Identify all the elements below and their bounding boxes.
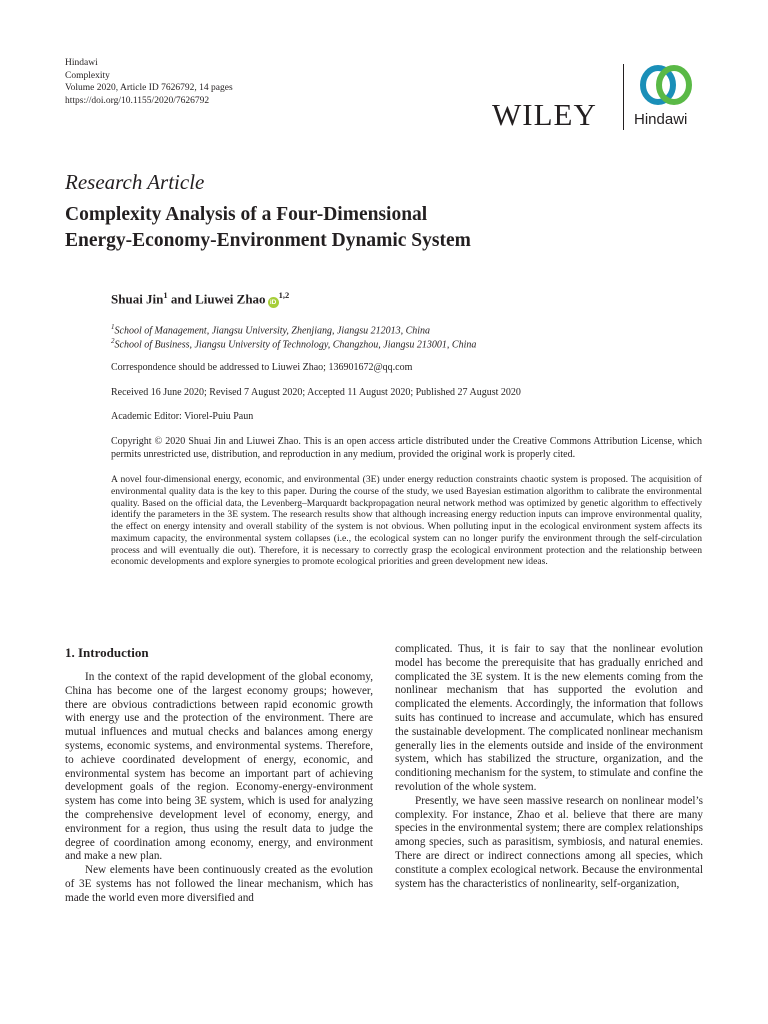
affiliation-mark: 2 [111,337,115,345]
affiliation-mark: 1 [111,323,115,331]
copyright-notice: Copyright © 2020 Shuai Jin and Liuwei Zhao. This is an open access article distributed under the Creative Commons Attribution License, which permits unrestricted use, distribution, and reproduction in any medium, provided the original work is properly cited. [111,436,702,460]
affiliation-1 [111,323,430,336]
publisher-name: Hindawi [65,58,98,68]
author-name: Liuwei Zhao [195,291,266,307]
publication-dates: Received 16 June 2020; Revised 7 August 2020; Accepted 11 August 2020; Published 27 August 2020 [111,387,521,398]
hindawi-logo-icon [636,64,696,106]
logo-divider [623,64,624,130]
abstract: A novel four-dimensional energy, economic, and environmental (3E) under energy reduction constraints chaotic system is proposed. The acquisition of environmental quality data is the key to this paper. During the course of the study, we used Bayesian estimation algorithm to calibrate the environmental quality. Based on the official data, the Levenberg–Marquardt backpropagation neural network method was optimized by genetic algorithm to effectively identify the parameters in the 3E system. The research results show that although increasing energy reduction inputs can improve environmental quality, the effect on energy intensity and overall stability of the system is not obvious. When polluting input in the ecological environment system affects its maximum capacity, the environmental system collapses (i.e., the ecological system can no longer purify the environment through the self-circulation process and will eventually die out). Therefore, it is necessary to correctly grasp the ecological environment protection and the relationship between economic developments and explore synergies to promote ecological priorities and green development new ideas. [111,474,702,568]
academic-editor: Academic Editor: Viorel-Puiu Paun [111,411,254,422]
correspondence: Correspondence should be addressed to Liuwei Zhao; 136901672@qq.com [111,362,413,373]
section-heading-introduction: 1. Introduction [65,645,149,660]
paragraph: complicated. Thus, it is fair to say that the nonlinear evolution model has become the prerequisite that has gradually enriched and complicated the 3E system. It is the new elements coming from the nonlinear mechanism that has supported the evolution and complicated the elements. Accordingly, the information that follows suits has continued to increase and accumulate, which has ensured the sustainable development. The complicated nonlinear mechanism generally lies in the elements outside and inside of the environment system, which has stabilized the structure, organization, and the conditioning mechanism for the system, to stimulate and confine the revolution of the whole system. [395,643,703,793]
title-line-1: Complexity Analysis of a Four-Dimensional [65,204,428,225]
paragraph: Presently, we have seen massive research on nonlinear model’s complexity. For instance, Zhao et al. believe that there are many species in the environmental system; there are complex relationships among species, such as parasitism, symbiosis, and natural enemies. There are direct or indirect connections among all species, which constitute a complex ecological network. Because the environmental system has the characteristics of nonlinearity, self-organization, [395,794,703,890]
article-type: Research Article [65,170,205,194]
author-conjunction: and [167,291,196,307]
affiliation-text: School of Business, Jiangsu University of Technology, Changzhou, Jiangsu 213001, China [114,339,477,351]
right-column [395,643,703,891]
author-affiliation-mark: 1,2 [278,290,290,300]
affiliation-text: School of Management, Jiangsu University, Zhenjiang, Jiangsu 212013, China [114,325,431,337]
author-affiliation-mark: 1 [163,290,168,300]
article-title [65,202,705,254]
paragraph: In the context of the rapid development of the global economy, China has become one of the largest economy groups; however, there are obvious contradictions between rapid economic growth with energy use and the protection of the environment. There are mutual influences and mutual checks and balances among energy systems, economic systems, and environmental systems. Therefore, to achieve coordinated development of energy, economic, and environmental system has become an important part of achieving development goals of the region. Economy-energy-environment system has come into being 3E system, which is used for analyzing the comprehensive development level of economy, energy, and environment for a region, thus using the result data to judge the degree of coordination among economy, energy, and environment and make a new plan. [65,671,373,863]
wiley-logo: WILEY [492,97,597,132]
journal-name: Complexity [65,70,110,81]
author-list [111,290,289,308]
author-name: Shuai Jin [111,291,164,307]
orcid-icon[interactable]: iD [268,297,279,308]
paragraph: New elements have been continuously created as the evolution of 3E systems has not followed the linear mechanism, which has made the world even more diversified and [65,864,373,904]
publication-info [65,57,233,107]
hindawi-wordmark: Hindawi [634,111,688,128]
volume-info: Volume 2020, Article ID 7626792, 14 pages [65,83,233,94]
title-line-2: Energy-Economy-Environment Dynamic System [65,230,471,251]
left-column [65,671,373,906]
doi-link[interactable]: https://doi.org/10.1155/2020/7626792 [65,95,210,106]
affiliation-2 [111,337,476,350]
publisher-logos [492,64,712,132]
